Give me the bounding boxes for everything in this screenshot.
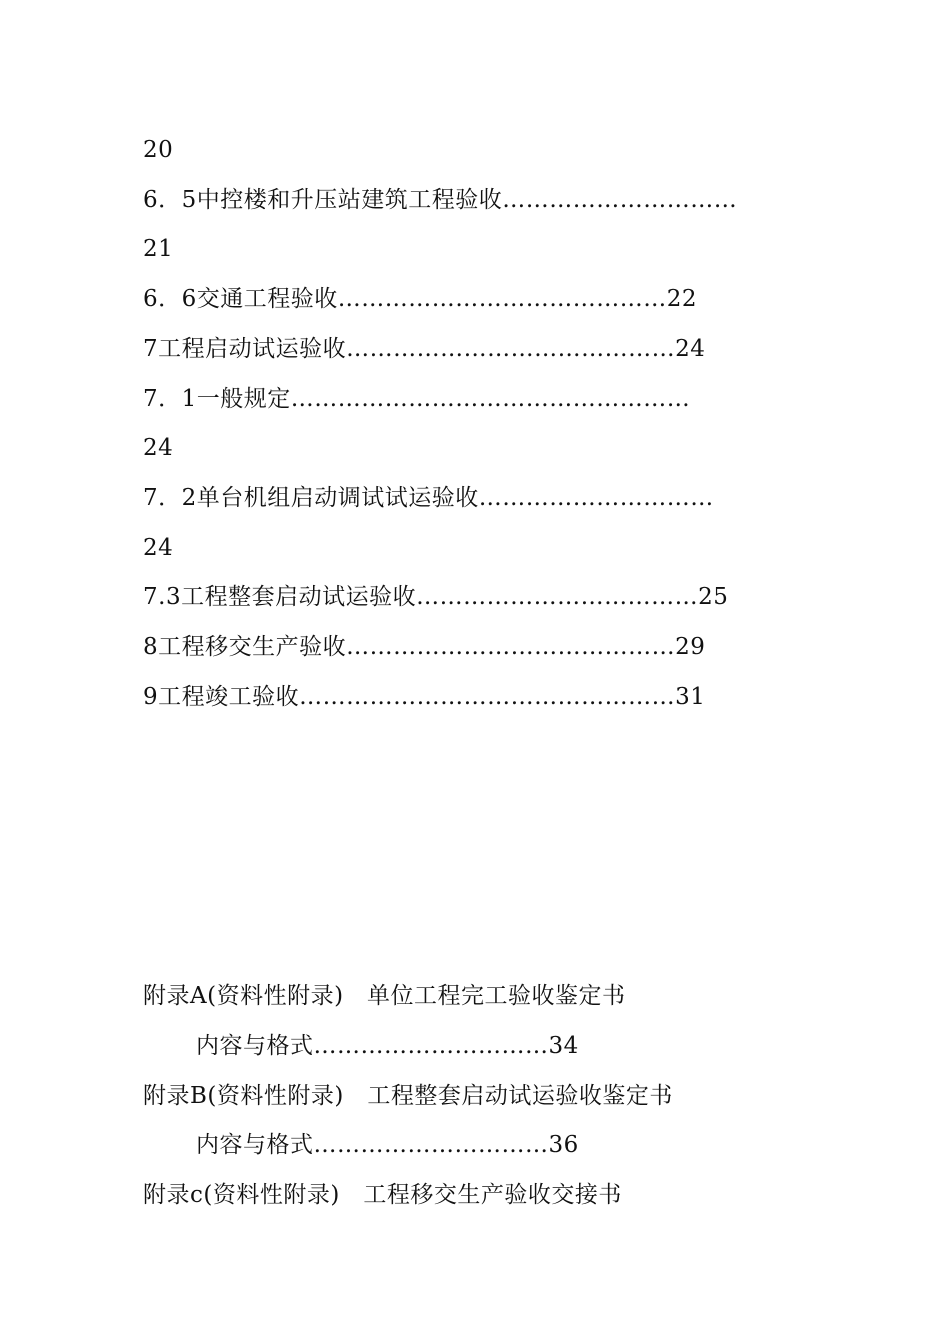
toc-line: 7．2单台机组启动调试试运验收………………………… <box>143 485 714 511</box>
toc-line: 7．1一般规定…………………………………………… <box>143 386 691 412</box>
appendix-line: 内容与格式…………………………36 <box>196 1132 579 1158</box>
appendix-line: 附录c(资料性附录) 工程移交生产验收交接书 <box>143 1182 622 1208</box>
toc-line: 6．6交通工程验收……………………………………22 <box>143 286 698 312</box>
appendix-line: 附录A(资料性附录) 单位工程完工验收鉴定书 <box>143 983 626 1009</box>
toc-line: 21 <box>143 236 174 262</box>
appendix-line: 内容与格式…………………………34 <box>196 1033 579 1059</box>
toc-line: 9工程竣工验收…………………………………………31 <box>143 684 706 710</box>
appendix-line: 附录B(资料性附录) 工程整套启动试运验收鉴定书 <box>143 1083 673 1109</box>
toc-line: 8工程移交生产验收……………………………………29 <box>143 634 706 660</box>
toc-line: 24 <box>143 535 174 561</box>
toc-line: 24 <box>143 435 174 461</box>
toc-line: 6．5中控楼和升压站建筑工程验收………………………… <box>143 187 738 213</box>
toc-line: 20 <box>143 137 174 163</box>
toc-line: 7.3工程整套启动试运验收………………………………25 <box>143 584 729 610</box>
toc-line: 7工程启动试运验收……………………………………24 <box>143 336 706 362</box>
